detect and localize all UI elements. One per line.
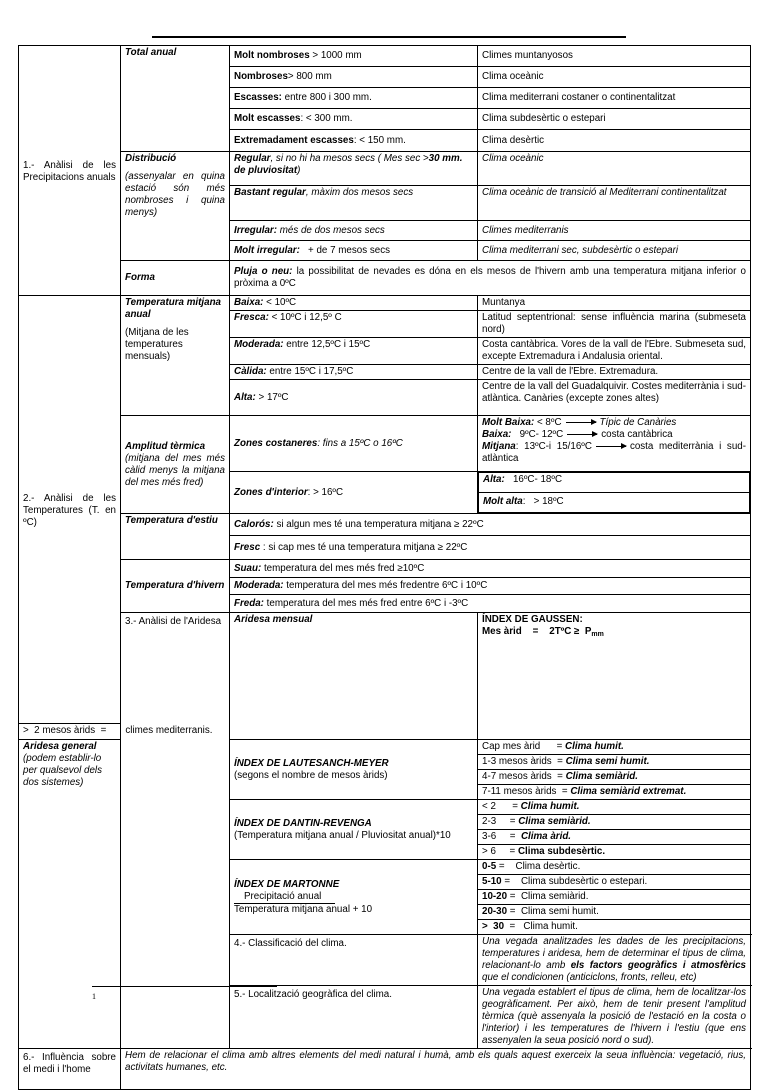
right-arrow-icon bbox=[567, 434, 597, 435]
section-5-text: Una vegada establert el tipus de clima, hem de localitzar-los geogràficament. Per això, hem de tenir present l'amplitud tèrmica (què assenyala la posició de l'estació en la costa o l'interior) i les temperatures de l'hivern i l'estiu (que ens assenyalen la seua posició nord o sud). bbox=[478, 986, 751, 1049]
precip-row: Nombroses> 800 mm bbox=[230, 67, 478, 88]
hivern-row: Suau: temperatura del mes més fred ≥10ºC bbox=[230, 560, 751, 578]
temp-hivern-label: Temperatura d'hivern bbox=[121, 560, 230, 613]
dist-climate: Clima oceànic de transició al Mediterrani continentalitzat bbox=[478, 186, 751, 221]
precip-climate: Clima mediterrani costaner o continentalitzat bbox=[478, 88, 751, 109]
lm-row: 4-7 mesos àrids = Clima semiàrid. bbox=[478, 770, 751, 785]
section-1-label: 1.- Anàlisi de les Precipitacions anuals bbox=[19, 46, 121, 296]
section-3-label: 3.- Anàlisi de l'Aridesa bbox=[121, 613, 230, 1049]
amp-line: Molt alta: > 18ºC bbox=[479, 493, 750, 513]
footnote-rule bbox=[92, 986, 277, 987]
precip-climate: Clima subdesèrtic o estepari bbox=[478, 109, 751, 130]
precip-climate: Climes muntanyosos bbox=[478, 46, 751, 67]
temp-row: Baixa: < 10ºC bbox=[230, 296, 478, 311]
temp-row: Moderada: entre 12,5ºC i 15ºC bbox=[230, 338, 478, 365]
amp-line: Mitjana: 13ºC-i 15/16ºC costa mediterrània i sud-atlàntica bbox=[482, 441, 746, 464]
temp-climate: Latitud septentrional: sense influència marina (submeseta nord) bbox=[478, 311, 751, 338]
precip-row: Extremadament escasses: < 150 mm. bbox=[230, 130, 478, 152]
amp-line: Alta: 16ºC- 18ºC bbox=[479, 473, 750, 493]
amp-line: Molt Baixa: < 8ºC Típic de Canàries bbox=[482, 417, 677, 428]
aridesa-mensual-label: Aridesa mensual bbox=[230, 613, 478, 740]
section-5-label: 5.- Localització geogràfica del clima. bbox=[230, 986, 478, 1049]
forma-text: Pluja o neu: la possibilitat de nevades es dóna en els mesos de l'hivern amb una temperatura mitjana inferior o pròxima a 0ºC bbox=[230, 261, 751, 296]
aridesa-general-label: Aridesa general (podem establir-lo per qualsevol dels dos sistemes) bbox=[19, 740, 121, 1049]
section-4-text: Una vegada analitzades les dades de les precipitacions, temperatures i aridesa, hem de determinar el tipus de clima, relacionant-lo amb els factors geogràfics i atmosfèrics que el condicionen (anticiclons, fronts, relleu, etc) bbox=[478, 935, 751, 986]
lautesanch-meyer-index: ÍNDEX DE LAUTESANCH-MEYER (segons el nombre de mesos àrids) bbox=[230, 740, 478, 800]
temp-climate: Centre de la vall del Guadalquivir. Costes mediterrània i sud-atlàntica. Canàries (excepte zones altes) bbox=[478, 380, 751, 416]
dist-row: Bastant regular, màxim dos mesos secs bbox=[230, 186, 478, 221]
climate-analysis-table bbox=[18, 45, 751, 1090]
precip-row: Molt nombroses > 1000 mm bbox=[230, 46, 478, 67]
mt-row: 10-20 = Clima semiàrid. bbox=[478, 890, 751, 905]
dist-climate: Climes mediterranis bbox=[478, 221, 751, 241]
dist-row: Irregular: més de dos mesos secs bbox=[230, 221, 478, 241]
dantin-revenga-index: ÍNDEX DE DANTIN-REVENGA (Temperatura mitjana anual / Pluviositat anual)*10 bbox=[230, 800, 478, 860]
mt-row: 20-30 = Clima semi humit. bbox=[478, 905, 751, 920]
mt-row: 5-10 = Clima subdesèrtic o estepari. bbox=[478, 875, 751, 890]
temp-climate: Muntanya bbox=[478, 296, 751, 311]
zones-costaneres: Zones costaneres: fins a 15ºC o 16ºC bbox=[230, 416, 478, 472]
temp-row: Fresca: < 10ºC i 12,5º C bbox=[230, 311, 478, 338]
header-rule bbox=[152, 36, 626, 38]
footnote-number: 1 bbox=[92, 992, 96, 1001]
temp-climate: Costa cantàbrica. Vores de la vall de l'Ebre. Submeseta sud, excepte Extremadura i Andalusia oriental. bbox=[478, 338, 751, 365]
precip-climate: Clima desèrtic bbox=[478, 130, 751, 152]
lm-row: 7-11 mesos àrids = Clima semiàrid extremat. bbox=[478, 785, 751, 800]
precip-row: Molt escasses: < 300 mm. bbox=[230, 109, 478, 130]
dr-row: 2-3 = Clima semiàrid. bbox=[478, 815, 751, 830]
temp-mitjana-label: Temperatura mitjana anual (Mitjana de les temperatures mensuals) bbox=[121, 296, 230, 416]
mt-row: > 30 = Clima humit. bbox=[478, 920, 751, 935]
precip-row: Escasses: entre 800 i 300 mm. bbox=[230, 88, 478, 109]
temp-estiu-label: Temperatura d'estiu bbox=[121, 514, 230, 560]
dist-row: Regular, si no hi ha mesos secs ( Mes sec >30 mm. de pluviositat) bbox=[230, 152, 478, 186]
dr-row: 3-6 = Clima àrid. bbox=[478, 830, 751, 845]
precip-climate: Clima oceànic bbox=[478, 67, 751, 88]
amplitud-interior-values bbox=[478, 472, 751, 514]
estiu-row: Calorós: si algun mes té una temperatura mitjana ≥ 22ºC bbox=[230, 514, 751, 536]
martonne-index: ÍNDEX DE MARTONNE Precipitació anual Temperatura mitjana anual + 10 bbox=[230, 860, 478, 935]
dist-row: Molt irregular: + de 7 mesos secs bbox=[230, 241, 478, 261]
hivern-row: Freda: temperatura del mes més fred entre 6ºC i -3ºC bbox=[230, 595, 751, 613]
amplitud-costaneres-values bbox=[478, 416, 751, 472]
lm-row: Cap mes àrid = Clima humit. bbox=[478, 740, 751, 755]
estiu-row: Fresc : si cap mes té una temperatura mitjana ≥ 22ºC bbox=[230, 536, 751, 560]
amplitud-label: Amplitud tèrmica (mitjana del mes més càlid menys la mitjana del mes més fred) bbox=[121, 416, 230, 514]
lm-row: 1-3 mesos àrids = Clima semi humit. bbox=[478, 755, 751, 770]
temp-row: Alta: > 17ºC bbox=[230, 380, 478, 416]
section-6-text: Hem de relacionar el clima amb altres elements del medi natural i humà, amb els quals aquest exerceix la seua influència: vegetació, rius, activitats humanes, etc. bbox=[121, 1049, 751, 1090]
dr-row: < 2 = Clima humit. bbox=[478, 800, 751, 815]
section-4-label: 4.- Classificació del clima. bbox=[230, 935, 478, 986]
distribucio-label: Distribució (assenyalar en quina estació són més nombroses i quina menys) bbox=[121, 152, 230, 261]
gaussen-index: ÍNDEX DE GAUSSEN: Mes àrid = 2TºC ≥ $P_{mm}$ bbox=[478, 613, 751, 740]
zones-interior: Zones d'interior: > 16ºC bbox=[230, 472, 478, 514]
forma-label: Forma bbox=[121, 261, 230, 296]
section-2-label: 2.- Anàlisi de les Temperatures (T. en ºC) bbox=[19, 296, 121, 724]
right-arrow-icon bbox=[566, 422, 596, 423]
total-anual-label: Total anual bbox=[121, 46, 230, 152]
gaussen-result: > 2 mesos àrids = climes mediterranis. bbox=[19, 724, 121, 740]
temp-row: Càlida: entre 15ºC i 17,5ºC bbox=[230, 365, 478, 380]
dr-row: > 6 = Clima subdesèrtic. bbox=[478, 845, 751, 860]
mt-row: 0-5 = Clima desèrtic. bbox=[478, 860, 751, 875]
hivern-row: Moderada: temperatura del mes més fredentre 6ºC i 10ºC bbox=[230, 578, 751, 595]
dist-climate: Clima mediterrani sec, subdesèrtic o estepari bbox=[478, 241, 751, 261]
temp-climate: Centre de la vall de l'Ebre. Extremadura. bbox=[478, 365, 751, 380]
right-arrow-icon bbox=[596, 446, 626, 447]
dist-climate: Clima oceànic bbox=[478, 152, 751, 186]
amp-line: Baixa: 9ºC- 12ºC costa cantàbrica bbox=[482, 429, 673, 440]
section-6-label: 6.- Influència sobre el medi i l'home bbox=[19, 1049, 121, 1090]
